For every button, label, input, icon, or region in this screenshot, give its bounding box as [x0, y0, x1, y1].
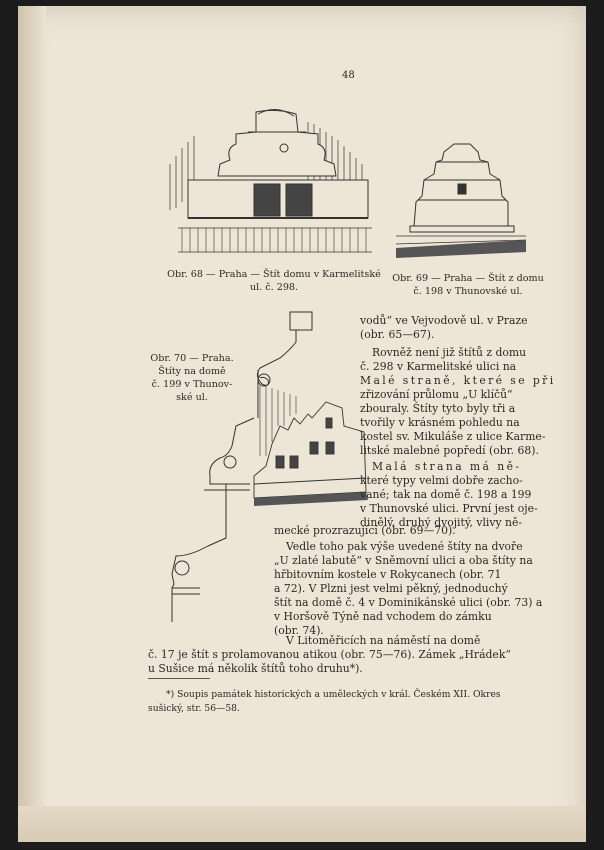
text-line: kostel sv. Mikuláše z ulice Karme-	[360, 430, 546, 443]
text-line: vodů“ ve Vejvodově ul. v Praze	[360, 314, 528, 327]
text-line: Malá strana má ně-	[372, 460, 522, 473]
figure-68-caption: Obr. 68 — Praha — Štít domu v Karmelitské ul. č. 298.	[167, 269, 381, 293]
text-line: vané; tak na domě č. 198 a 199	[360, 488, 532, 501]
figure-69-drawing	[396, 140, 526, 260]
text-line: a 72). V Plzni jest velmi pěkný, jednoduchý	[274, 582, 508, 595]
text-line: u Sušice má několik štítů toho druhu*).	[148, 662, 363, 675]
text-line: v Horšově Týně nad vchodem do zámku	[274, 610, 492, 623]
text-line: zbouraly. Štíty tyto byly tři a	[360, 402, 516, 415]
text-line: V Litoměřicích na náměstí na domě	[286, 634, 481, 647]
footnote-line: *) Soupis památek historických a uměleckých v král. Českém XII. Okres	[166, 689, 501, 700]
figure-68-drawing	[158, 102, 374, 260]
footnote-line: sušický, str. 56—58.	[148, 703, 240, 714]
text-line: (obr. 65—67).	[360, 328, 435, 341]
text-line: Malé straně, které se při	[360, 374, 556, 387]
text-line: „U zlaté labutě“ v Sněmovní ulici a oba štíty na	[274, 554, 533, 567]
text-line: mecké prozrazující (obr. 69—70).	[274, 524, 456, 537]
figure-69-caption: Obr. 69 — Praha — Štít z domu č. 198 v Thunovské ul.	[392, 273, 544, 297]
text-line: Rovněž není již štítů z domu	[372, 346, 527, 359]
book-page	[18, 6, 586, 842]
text-line: (obr. 74).	[274, 624, 324, 637]
text-line: tvořily v krásném pohledu na	[360, 416, 520, 429]
text-line: dinělý, druhý dvojitý, vlivy ně-	[360, 516, 523, 529]
text-line: č. 17 je štít s prolamovanou atikou (obr. 75—76). Zámek „Hrádek“	[148, 648, 511, 661]
text-line: hřbitovním kostele v Rokycanech (obr. 71	[274, 568, 502, 581]
figure-70-caption: Obr. 70 — Praha. Štíty na domě č. 199 v Thunov- ské ul.	[150, 353, 234, 403]
page-bottom-fold	[18, 806, 586, 842]
text-line: litské malebné popředí (obr. 68).	[360, 444, 539, 457]
page-binding-edge	[18, 6, 46, 842]
footnote-rule	[148, 678, 210, 679]
text-line: štít na domě č. 4 v Dominikánské ulici (obr. 73) a	[274, 596, 543, 609]
page-number: 48	[342, 70, 355, 81]
text-line: v Thunovské ulici. První jest oje-	[360, 502, 538, 515]
text-line: zřizování průlomu „U klíčů“	[360, 388, 513, 401]
text-line: které typy velmi dobře zacho-	[360, 474, 523, 487]
text-line: Vedle toho pak výše uvedené štíty na dvoře	[286, 540, 523, 553]
text-line: č. 298 v Karmelitské ulici na	[360, 360, 517, 373]
